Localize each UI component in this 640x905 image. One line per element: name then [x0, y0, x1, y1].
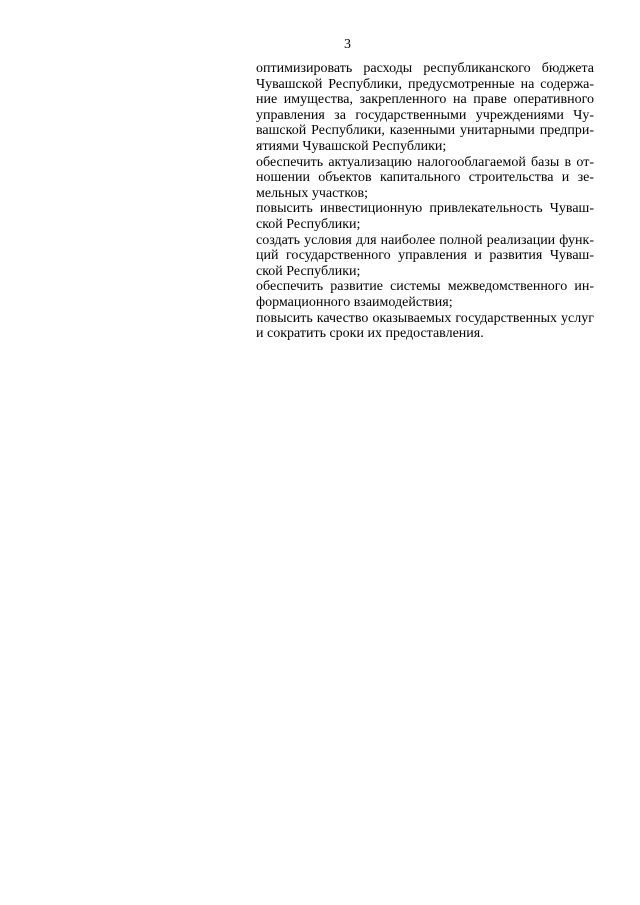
text-line: мельных участков; [256, 185, 369, 201]
text-line: формационного взаимодействия; [256, 294, 453, 310]
text-line: обеспечить актуализацию налогооблагаемой базы в от- [256, 154, 594, 170]
text-line: и сократить сроки их предоставления. [256, 326, 484, 342]
text-line: управления за государственными учреждениями Чу- [256, 107, 594, 123]
text-line: оптимизировать расходы республиканского бюджета [256, 61, 594, 76]
text-line: ние имущества, закрепленного на праве оперативного [256, 92, 594, 108]
text-line: создать условия для наиболее полной реализации функ- [256, 232, 594, 248]
text-line: ятиями Чувашской Республики; [256, 138, 447, 154]
text-line: вашской Республики, казенными унитарными предпри- [256, 123, 594, 139]
text-line: повысить качество оказываемых государственных услуг [256, 310, 594, 326]
text-line: ций государственного управления и развития Чуваш- [256, 248, 594, 264]
page-number: 3 [344, 37, 351, 52]
text-line: ской Республики; [256, 216, 361, 232]
text-line: ской Республики; [256, 263, 361, 279]
text-line: Чувашской Республики, предусмотренные на содержа- [256, 76, 594, 92]
text-line: обеспечить развитие системы межведомственного ин- [256, 279, 594, 295]
text-line: повысить инвестиционную привлекательность Чуваш- [256, 201, 594, 217]
text-line: ношении объектов капитального строительства и зе- [256, 170, 594, 186]
document-body [256, 61, 594, 342]
